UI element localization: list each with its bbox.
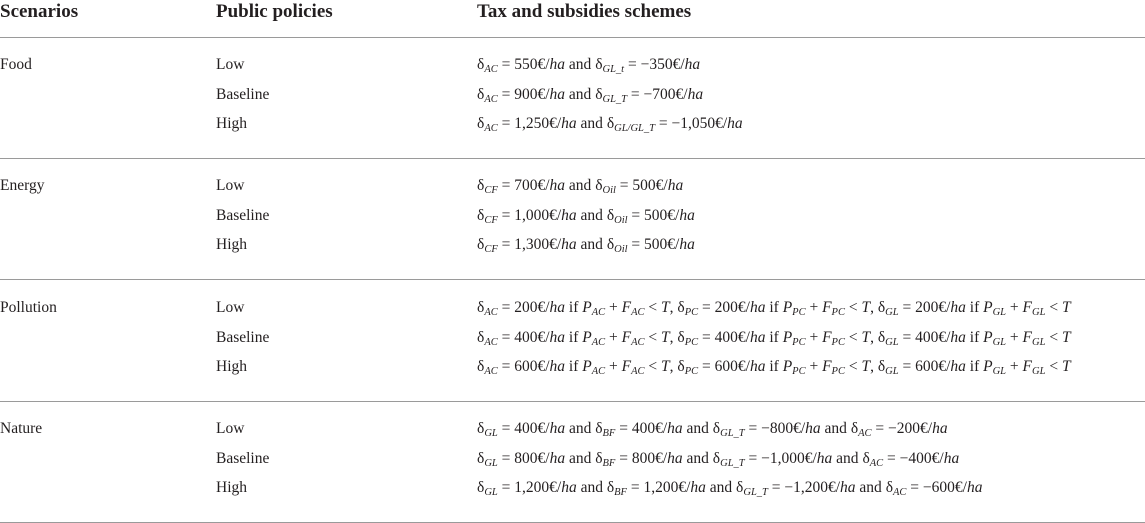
policy-level: Baseline	[216, 206, 270, 224]
tax-subsidy-scheme: $\delta_{GL}$ = 1,200€/ha and $\delta_{BF}$ = 1,200€/ha and $\delta_{GL\_T}$ = −1,200€/ha and $\delta_{AC}$ = −600€/ha	[477, 479, 983, 498]
tax-subsidy-scheme: $\delta_{CF}$ = 1,300€/ha and $\delta_{Oil}$ = 500€/ha	[477, 236, 695, 255]
tax-subsidy-scheme: $\delta_{AC}$ = 200€/ha if $P_{AC} + F_{AC} < T$, $\delta_{PC}$ = 200€/ha if $P_{PC} + F_{PC} < T$, $\delta_{GL}$ = 200€/ha if $P_{GL} + F_{GL} < T$	[477, 299, 1071, 318]
policy-level: Baseline	[216, 449, 270, 467]
header-scenarios: Scenarios	[0, 1, 79, 22]
policy-level: Baseline	[216, 85, 270, 103]
tax-subsidy-scheme: $\delta_{AC}$ = 900€/ha and $\delta_{GL\_T}$ = −700€/ha	[477, 85, 704, 105]
tax-subsidy-scheme: $\delta_{GL}$ = 800€/ha and $\delta_{BF}$ = 800€/ha and $\delta_{GL\_T}$ = −1,000€/ha and $\delta_{AC}$ = −400€/ha	[477, 449, 960, 469]
scenario-label: Food	[0, 56, 32, 73]
tax-subsidy-scheme: $\delta_{GL}$ = 400€/ha and $\delta_{BF}$ = 400€/ha and $\delta_{GL\_T}$ = −800€/ha and $\delta_{AC}$ = −200€/ha	[477, 420, 948, 439]
scenario-label: Energy	[0, 177, 45, 194]
header-rule	[0, 37, 1145, 38]
policy-level: High	[216, 358, 247, 375]
policy-level: High	[216, 479, 247, 496]
group-rule	[0, 158, 1145, 159]
group-rule	[0, 401, 1145, 402]
tax-subsidy-scheme: $\delta_{AC}$ = 600€/ha if $P_{AC} + F_{AC} < T$, $\delta_{PC}$ = 600€/ha if $P_{PC} + F_{PC} < T$, $\delta_{GL}$ = 600€/ha if $P_{GL} + F_{GL} < T$	[477, 358, 1071, 377]
policy-level: High	[216, 115, 247, 132]
group-rule	[0, 279, 1145, 280]
policy-level: Baseline	[216, 328, 270, 346]
tax-subsidy-scheme: $\delta_{CF}$ = 700€/ha and $\delta_{Oil}$ = 500€/ha	[477, 177, 684, 196]
policy-level: Low	[216, 420, 245, 437]
tax-subsidy-scheme: $\delta_{AC}$ = 1,250€/ha and $\delta_{GL/GL\_T}$ = −1,050€/ha	[477, 115, 743, 134]
policy-level: High	[216, 236, 247, 253]
tax-subsidy-scheme: $\delta_{AC}$ = 400€/ha if $P_{AC} + F_{AC} < T$, $\delta_{PC}$ = 400€/ha if $P_{PC} + F_{PC} < T$, $\delta_{GL}$ = 400€/ha if $P_{GL} + F_{GL} < T$	[477, 328, 1071, 348]
tax-subsidy-scheme: $\delta_{AC}$ = 550€/ha and $\delta_{GL\_t}$ = −350€/ha	[477, 56, 701, 75]
scenario-label: Nature	[0, 420, 43, 437]
policy-level: Low	[216, 299, 245, 316]
header-tax-subsidies: Tax and subsidies schemes	[477, 1, 692, 22]
policy-level: Low	[216, 56, 245, 73]
tax-subsidy-scheme: $\delta_{CF}$ = 1,000€/ha and $\delta_{Oil}$ = 500€/ha	[477, 206, 695, 226]
scenario-label: Pollution	[0, 299, 57, 316]
policy-level: Low	[216, 177, 245, 194]
header-public-policies: Public policies	[216, 1, 333, 22]
